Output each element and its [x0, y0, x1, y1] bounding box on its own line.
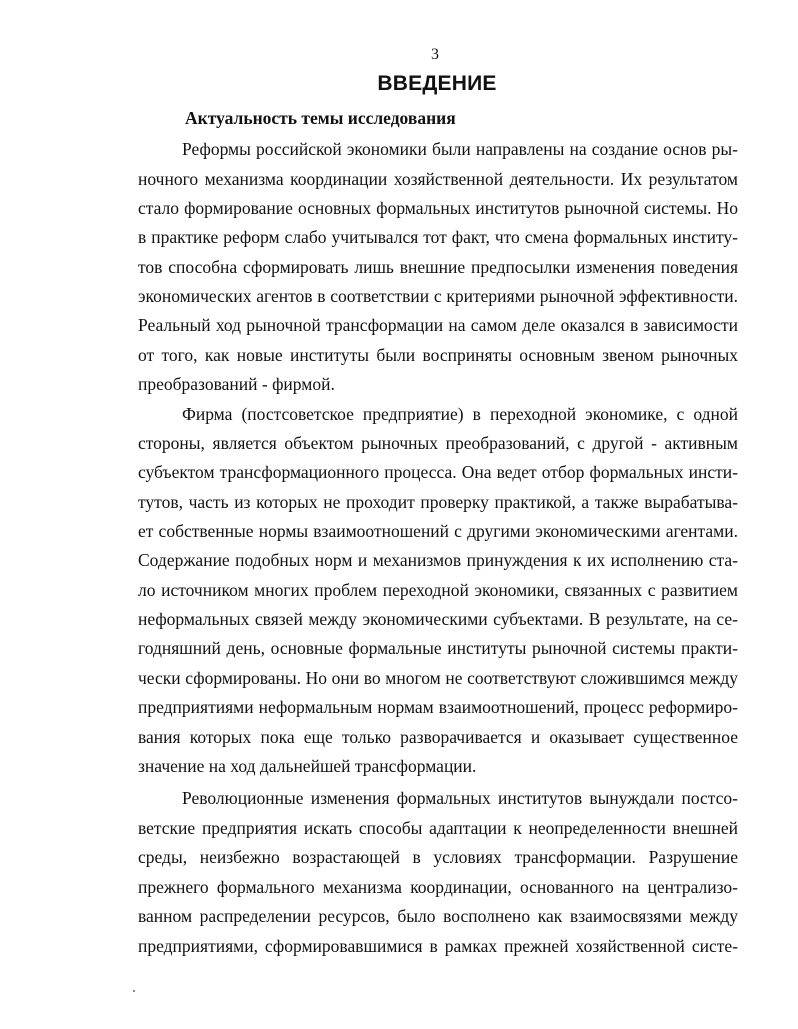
paragraph-2-line-8: неформальных связей между экономическими субъектами. В результате, на се- — [138, 609, 738, 629]
paragraph-2-line-6: Содержание подобных норм и механизмов принуждения к их исполнению ста- — [138, 550, 738, 570]
paragraph-1-line-3: стало формирование основных формальных институтов рыночной системы. Но — [138, 198, 738, 218]
paragraph-1-line-4: в практике реформ слабо учитывался тот факт, что смена формальных институ- — [138, 227, 738, 247]
paragraph-2-line-1: Фирма (постсоветское предприятие) в переходной экономике, с одной — [182, 404, 738, 424]
scan-speck — [133, 990, 135, 992]
paragraph-2-line-9: годняшний день, основные формальные институты рыночной системы практи- — [138, 638, 738, 658]
paragraph-3-line-1: Революционные изменения формальных институтов вынуждали постсо- — [182, 788, 738, 808]
paragraph-2-line-7: ло источником многих проблем переходной экономики, связанных с развитием — [138, 580, 738, 600]
paragraph-1-line-7: Реальный ход рыночной трансформации на самом деле оказался в зависимости — [138, 315, 738, 335]
paragraph-1-line-9: преобразований - фирмой. — [138, 374, 335, 394]
subsection-heading: Актуальность темы исследования — [185, 108, 456, 128]
paragraph-1-line-6: экономических агентов в соответствии с критериями рыночной эффективности. — [138, 286, 738, 306]
paragraph-2-line-2: стороны, является объектом рыночных преобразований, с другой - активным — [138, 433, 738, 453]
paragraph-1-line-1: Реформы российской экономики были направлены на создание основ ры- — [182, 139, 738, 159]
paragraph-3-line-6: предприятиями, сформировавшимися в рамках прежней хозяйственной систе- — [138, 936, 738, 956]
paragraph-2-line-12: вания которых пока еще только разворачивается и оказывает существенное — [138, 727, 738, 747]
paragraph-3-line-2: ветские предприятия искать способы адаптации к неопределенности внешней — [138, 818, 738, 838]
paragraph-2-line-3: субъектом трансформационного процесса. Она ведет отбор формальных инсти- — [138, 462, 738, 482]
paragraph-3-line-5: ванном распределении ресурсов, было восполнено как взаимосвязями между — [138, 906, 738, 926]
paragraph-2-line-10: чески сформированы. Но они во многом не соответствуют сложившимся между — [138, 668, 738, 688]
paragraph-3-line-4: прежнего формального механизма координации, основанного на централизо- — [138, 877, 738, 897]
paragraph-2-line-13: значение на ход дальнейшей трансформации. — [138, 756, 477, 776]
section-heading: ВВЕДЕНИЕ — [377, 72, 497, 95]
paragraph-2-line-11: предприятиями неформальным нормам взаимоотношений, процесс реформиро- — [138, 697, 738, 717]
paragraph-3-line-3: среды, неизбежно возрастающей в условиях трансформации. Разрушение — [138, 847, 738, 867]
page-number: 3 — [431, 46, 439, 63]
paragraph-1-line-8: от того, как новые институты были восприняты основным звеном рыночных — [138, 345, 738, 365]
paragraph-2-line-4: тутов, часть из которых не проходит проверку практикой, а также вырабатыва- — [138, 492, 738, 512]
paragraph-2-line-5: ет собственные нормы взаимоотношений с другими экономическими агентами. — [138, 521, 738, 541]
paragraph-1-line-5: тов способна сформировать лишь внешние предпосылки изменения поведения — [138, 257, 738, 277]
paragraph-1-line-2: ночного механизма координации хозяйственной деятельности. Их результатом — [138, 169, 738, 189]
